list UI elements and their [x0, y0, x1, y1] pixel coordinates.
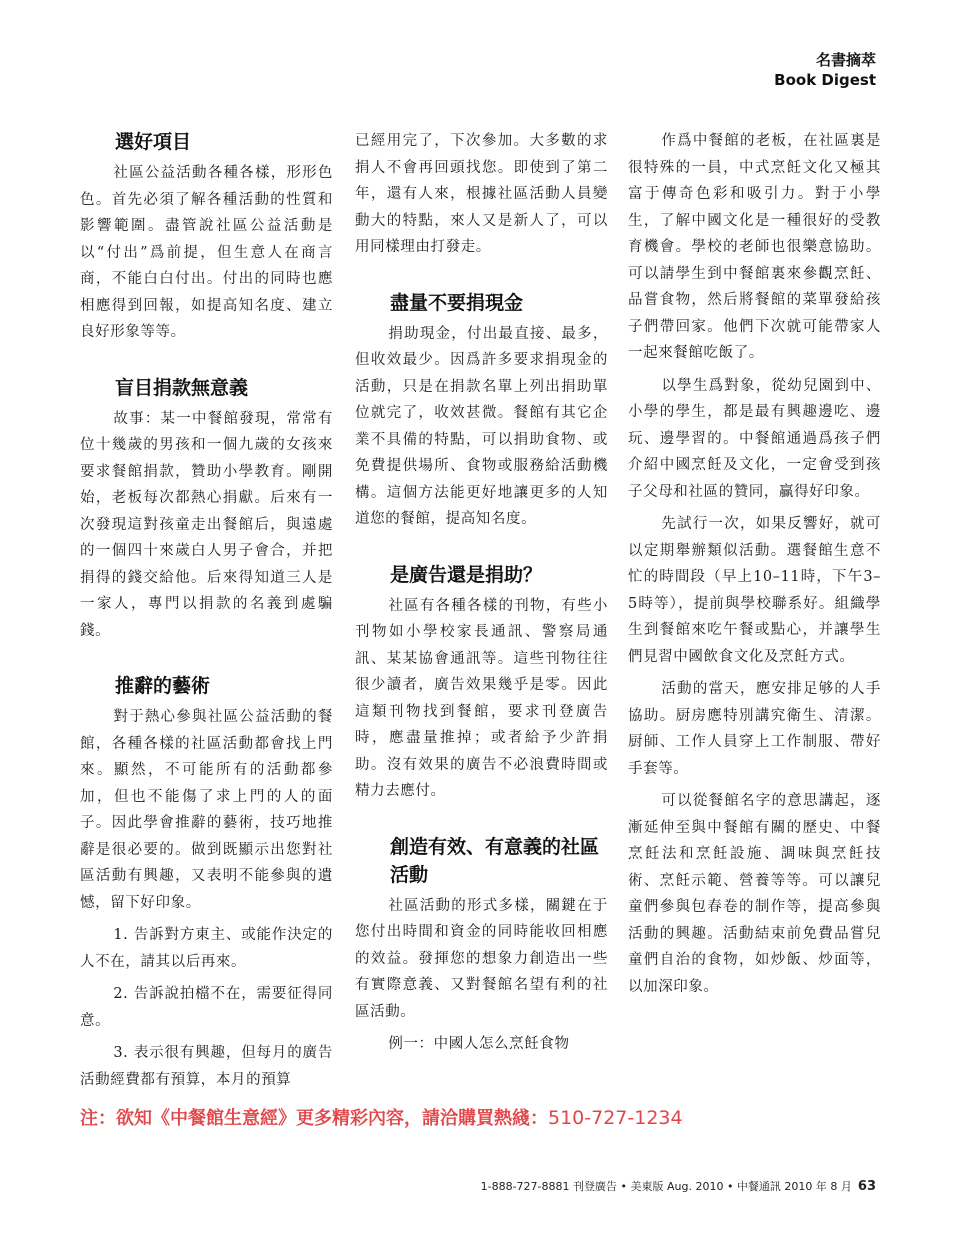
heading-art-of-declining: 推辭的藝術: [115, 675, 211, 697]
article-column-3: [628, 128, 881, 1006]
footer-info: 1-888-727-8881 刊登廣告 • 美東版 Aug. 2010 • 中餐通訊 2010 年 8 月: [480, 1180, 852, 1193]
list-item: 3. 表示很有興趣，但每月的廣告活動經費都有預算，本月的預算: [80, 1045, 333, 1088]
article-column-2: [355, 128, 608, 1064]
heading-blind-donation: 盲目捐款無意義: [115, 376, 249, 399]
heading-choose-projects: 選好項目: [115, 131, 192, 153]
hotline-phone: 510-727-1234: [548, 1107, 683, 1129]
heading-ad-or-donation: 是廣告還是捐助？: [390, 563, 543, 586]
paragraph: 社區公益活動各種各樣，形形色色。首先必須了解各種活動的性質和影響範圍。盡管說社區公益活動是以“付出”爲前提，但生意人在商言商，不能白白付出。付出的同時也應相應得到回報，如提高知名度、建立良好形象等等。: [80, 165, 333, 340]
paragraph: 可以從餐館名字的意思講起，逐漸延伸至與中餐館有關的歷史、中餐烹飪法和烹飪設施、調味與烹飪技術、烹飪示範、營養等等。可以讓兒童們參與包春卷的制作等，提高參與活動的興趣。活動結束前免費品嘗兒童們自治的食物，如炒飯、炒面等，以加深印象。: [628, 793, 881, 995]
list-item: 1. 告訴對方東主、或能作決定的人不在，請其以后再來。: [80, 927, 333, 970]
page-number: 63: [857, 1179, 876, 1194]
paragraph: 作爲中餐館的老板，在社區裏是很特殊的一員，中式烹飪文化又極其富于傳奇色彩和吸引力。對于小學生，了解中國文化是一種很好的受教育機會。學校的老師也很樂意協助。可以請學生到中餐館裏來參觀烹飪、品嘗食物，然后將餐館的菜單發給孩子們帶回家。他們下次就可能帶家人一起來餐館吃飯了。: [628, 133, 881, 361]
article-column-1: [80, 128, 333, 1099]
heading-avoid-cash: 盡量不要捐現金: [390, 291, 524, 314]
section-title-en: Book Digest: [774, 71, 876, 89]
paragraph: 捐助現金，付出最直接、最多，但收效最少。因爲許多要求捐現金的活動，只是在捐款名單上列出捐助單位就完了，收效甚微。餐館有其它企業不具備的特點，可以捐助食物、或免費提供場所、食物或服務給活動機構。這個方法能更好地讓更多的人知道您的餐館，提高知名度。: [355, 325, 608, 527]
heading-meaningful-activities: 創造有效、有意義的社區活動: [390, 835, 600, 886]
paragraph: 已經用完了，下次參加。大多數的求捐人不會再回頭找您。即使到了第二年，還有人來，根據社區活動人員變動大的特點，來人又是新人了，可以用同樣理由打發走。: [355, 133, 608, 255]
section-header: [774, 50, 876, 90]
list-item: 2. 告訴說拍檔不在，需要征得同意。: [80, 986, 333, 1029]
paragraph: 社區有各種各樣的刊物，有些小刊物如小學校家長通訊、警察局通訊、某某協會通訊等。這些刊物往往很少讀者，廣告效果幾乎是零。因此這類刊物找到餐館，要求刊登廣告時，應盡量推掉；或者給予少許捐助。沒有效果的廣告不必浪費時間或精力去應付。: [355, 597, 608, 799]
paragraph: 先試行一次，如果反響好，就可以定期舉辦類似活動。選餐館生意不忙的時間段（早上10–11時，下午3–5時等），提前與學校聯系好。組織學生到餐館來吃午餐或點心，并讓學生們見習中國飲食文化及烹飪方式。: [628, 516, 881, 665]
example-title: 例一：中國人怎么烹飪食物: [388, 1036, 570, 1052]
paragraph: 以學生爲對象，從幼兒園到中、小學的學生，都是最有興趣邊吃、邊玩、邊學習的。中餐館通過爲孩子們介紹中國烹飪及文化，一定會受到孩子父母和社區的贊同，贏得好印象。: [628, 377, 881, 500]
paragraph: 故事：某一中餐館發現，常常有位十幾歲的男孩和一個九歲的女孩來要求餐館捐款，贊助小學教育。剛開始，老板每次都熱心捐獻。后來有一次發現這對孩童走出餐館后，與遠處的一個四十來歲白人男子會合，并把捐得的錢交給他。后來得知道三人是一家人，專門以捐款的名義到處騙錢。: [80, 410, 333, 639]
paragraph: 社區活動的形式多樣，關鍵在于您付出時間和資金的同時能收回相應的效益。發揮您的想象力創造出一些有實際意義、又對餐館名望有利的社區活動。: [355, 897, 608, 1020]
purchase-note: [80, 1104, 880, 1130]
page-footer: [481, 1178, 876, 1194]
note-text: 注：欲知《中餐館生意經》更多精彩內容，請洽購買熱綫：: [80, 1108, 548, 1129]
paragraph: 活動的當天，應安排足够的人手協助。厨房應特別講究衛生、清潔。厨師、工作人員穿上工作制服、帶好手套等。: [628, 681, 881, 777]
section-title-zh: 名書摘萃: [815, 51, 876, 69]
paragraph: 對于熱心參與社區公益活動的餐館，各種各樣的社區活動都會找上門來。顯然，不可能所有的活動都參加，但也不能傷了求上門的人的面子。因此學會推辭的藝術，技巧地推辭是很必要的。做到既顯示出您對社區活動有興趣，又表明不能參與的遺憾，留下好印象。: [80, 709, 333, 911]
